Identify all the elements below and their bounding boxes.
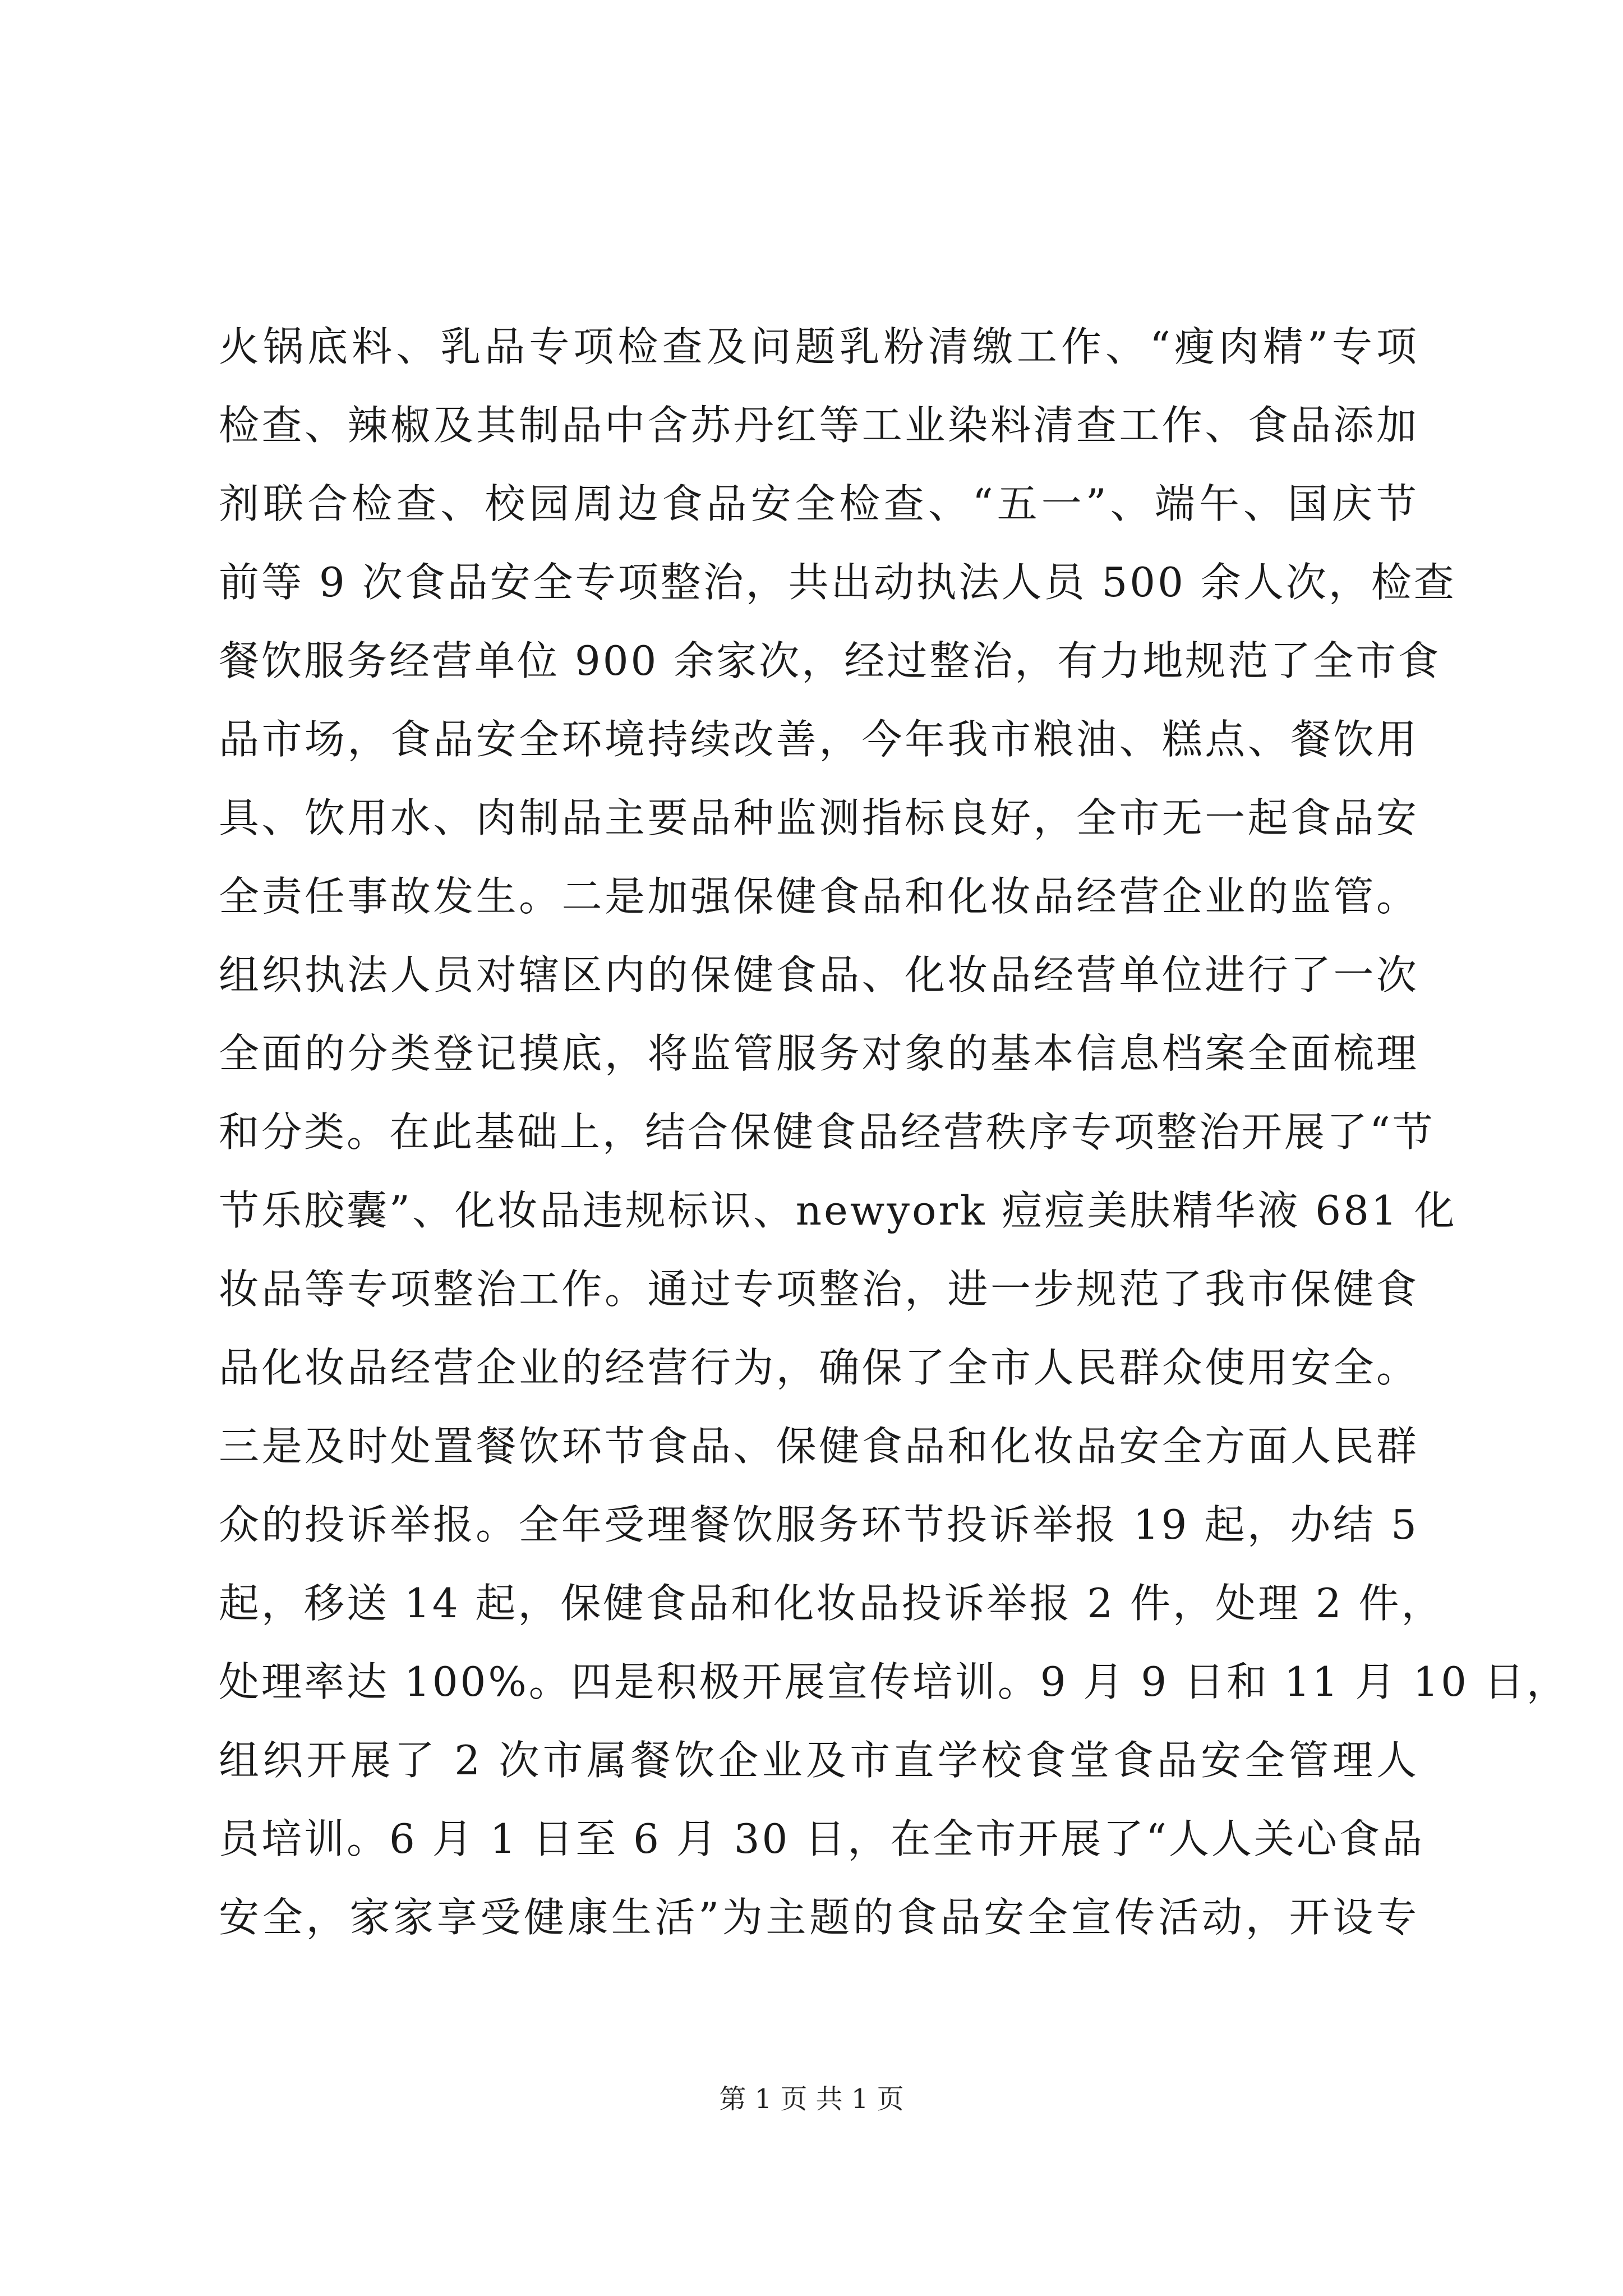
body-line-10: 全面的分类登记摸底，将监管服务对象的基本信息档案全面梳理 <box>219 1030 1419 1077</box>
body-line-20: 员培训。6 月 1 日至 6 月 30 日，在全市开展了“人人关心食品 <box>219 1815 1425 1862</box>
document-body <box>219 307 1569 1957</box>
body-line-7: 具、饮用水、肉制品主要品种监测指标良好，全市无一起食品安 <box>219 794 1419 841</box>
body-line-1: 火锅底料、乳品专项检查及问题乳粉清缴工作、“瘦肉精”专项 <box>219 323 1419 370</box>
body-line-4: 前等 9 次食品安全专项整治，共出动执法人员 500 余人次，检查 <box>219 559 1456 606</box>
body-line-17: 起，移送 14 起，保健食品和化妆品投诉举报 2 件，处理 2 件， <box>219 1580 1444 1627</box>
body-line-2: 检查、辣椒及其制品中含苏丹红等工业染料清查工作、食品添加 <box>219 402 1419 449</box>
body-line-19: 组织开展了 2 次市属餐饮企业及市直学校食堂食品安全管理人 <box>219 1737 1419 1784</box>
body-line-18: 处理率达 100%。四是积极开展宣传培训。9 月 9 日和 11 月 10 日， <box>219 1658 1569 1705</box>
body-line-14: 品化妆品经营企业的经营行为，确保了全市人民群众使用安全。 <box>219 1344 1419 1391</box>
body-line-21: 安全，家家享受健康生活”为主题的食品安全宣传活动，开设专 <box>219 1894 1419 1941</box>
body-line-6: 品市场，食品安全环境持续改善，今年我市粮油、糕点、餐饮用 <box>219 716 1419 763</box>
page-footer <box>0 2082 1623 2116</box>
body-line-16: 众的投诉举报。全年受理餐饮服务环节投诉举报 19 起，办结 5 <box>219 1501 1419 1548</box>
body-line-5: 餐饮服务经营单位 900 余家次，经过整治，有力地规范了全市食 <box>219 637 1441 684</box>
body-line-12: 节乐胶囊”、化妆品违规标识、newyork 痘痘美肤精华液 681 化 <box>219 1187 1457 1234</box>
body-line-11: 和分类。在此基础上，结合保健食品经营秩序专项整治开展了“节 <box>219 1108 1435 1156</box>
body-line-8: 全责任事故发生。二是加强保健食品和化妆品经营企业的监管。 <box>219 873 1419 920</box>
body-line-3: 剂联合检查、校园周边食品安全检查、“五一”、端午、国庆节 <box>219 480 1419 527</box>
body-line-13: 妆品等专项整治工作。通过专项整治，进一步规范了我市保健食 <box>219 1266 1419 1313</box>
page-number-label: 第 1 页 共 1 页 <box>719 2083 904 2115</box>
body-line-9: 组织执法人员对辖区内的保健食品、化妆品经营单位进行了一次 <box>219 951 1419 999</box>
body-line-15: 三是及时处置餐饮环节食品、保健食品和化妆品安全方面人民群 <box>219 1423 1419 1470</box>
